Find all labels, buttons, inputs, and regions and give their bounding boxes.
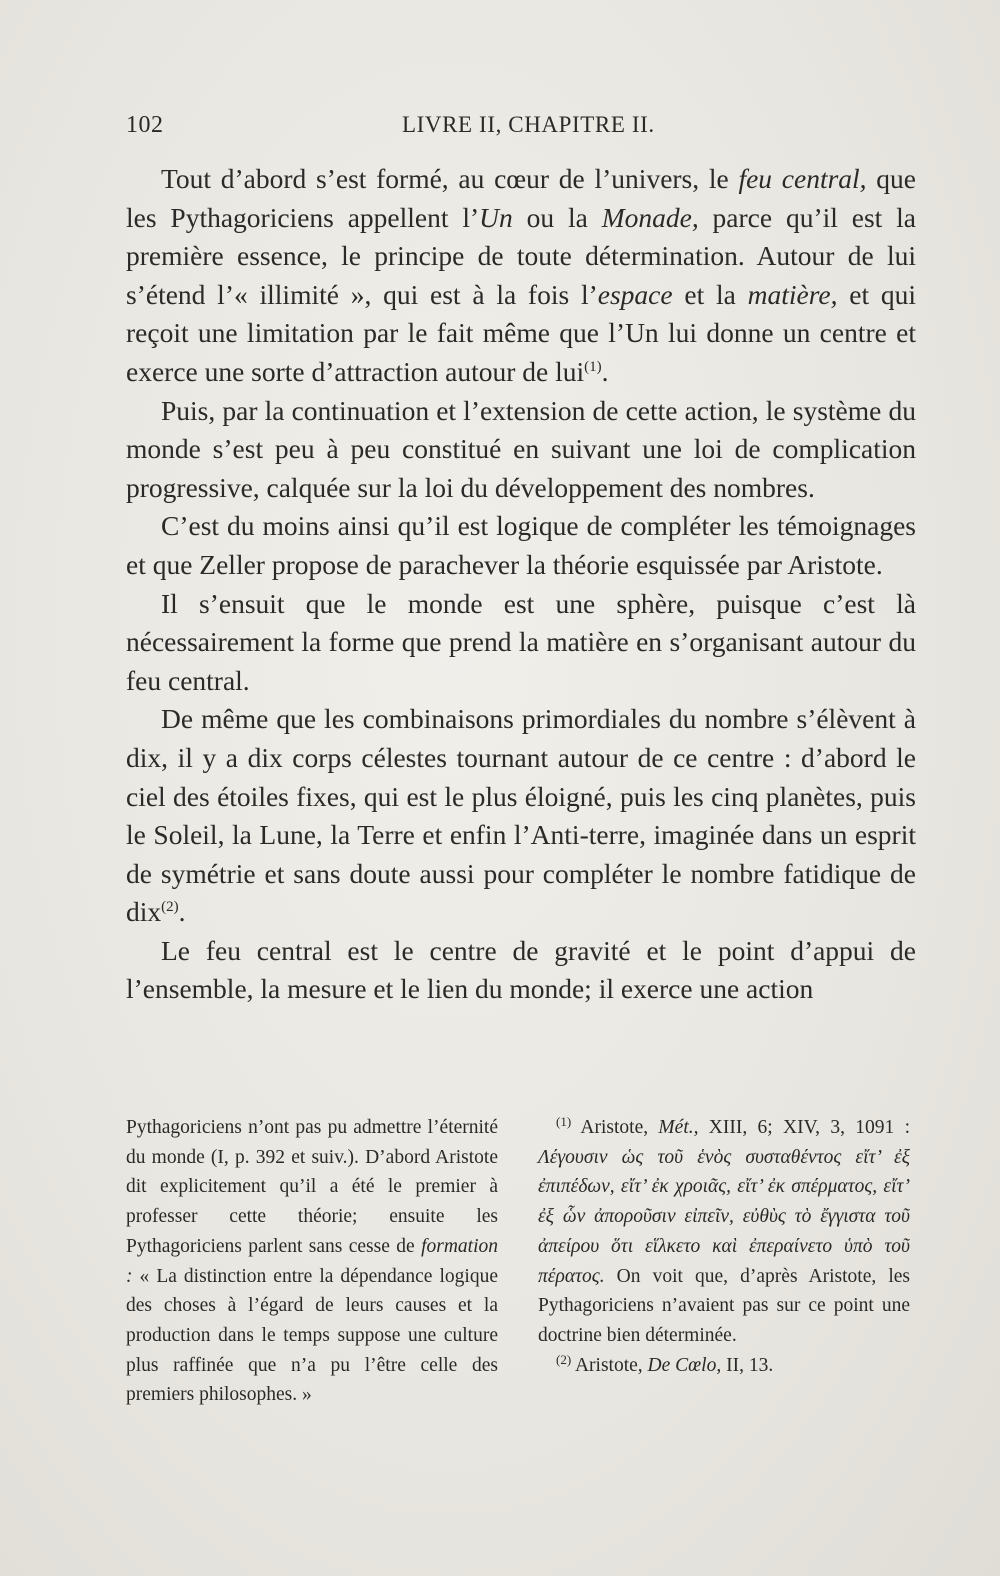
running-head: LIVRE II, CHAPITRE II.: [402, 112, 655, 137]
page-number: 102: [126, 112, 164, 138]
footnote-continued-text: [126, 1113, 498, 1410]
text-run: que les Pythagoriciens appellent l’: [126, 163, 917, 233]
text-run: et la: [672, 278, 748, 310]
text-run: parce qu’il est la première essence, le principe de toute détermination. Autour de lui s’étend l’« illimité », qui est à la fois l’: [126, 201, 916, 310]
italic-run: formation :: [126, 1235, 498, 1287]
text-run: II, 13.: [721, 1354, 774, 1376]
footnote-column-right: [538, 1113, 910, 1380]
footnotes: [126, 1113, 916, 1433]
text-run: Tout d’abord s’est formé, au cœur de l’univers, le: [161, 163, 739, 194]
main-text: [126, 160, 916, 1009]
greek-quotation: Λέγουσιν ὡς τοῦ ἑνὸς συσταθέντος εἴτ’ ἐξ ἐπιπέδων, εἴτ’ ἐκ χροιᾶς, εἴτ’ ἐκ σπέρματος, εἴτ’ ἐξ ὧν ἀποροῦσιν εἰπεῖν, εὐθὺς τὸ ἔγγιστα τοῦ ἀπείρου ὅτι εἵλκετο καὶ ἐπεραίνετο ὑπὸ τοῦ πέρατος.: [538, 1146, 910, 1287]
text-run: De même que les combinaisons primordiales du nombre s’élèvent à dix, il y a dix corps célestes tournant autour de ce centre : d’abord le ciel des étoiles fixes, qui est le plus éloigné, puis les cinq planètes, puis le Soleil, la Lune, la Terre et enfin l’Anti-terre, imaginée dans un esprit de symétrie et sans doute aussi pour compléter le nombre fatidique de dix: [126, 703, 916, 928]
italic-run: feu central,: [738, 163, 867, 194]
text-run: On voit que, d’après Aristote, les Pythagoriciens n’avaient pas sur ce point une doctrine bien déterminée.: [538, 1265, 910, 1346]
text-run: XIII, 6; XIV, 3, 1091 :: [698, 1117, 911, 1138]
italic-run: matière,: [747, 278, 838, 310]
text-run: Aristote,: [571, 1354, 648, 1376]
text-run: et qui reçoit une limitation par le fait même que l’Un lui donne un centre et exerce une sorte d’attraction autour de lui: [126, 278, 916, 387]
paragraph-3: C’est du moins ainsi qu’il est logique de compléter les témoignages et que Zeller propose de parachever la théorie esquissée par Aristote.: [126, 510, 916, 580]
paragraph-6: Le feu central est le centre de gravité et le point d’appui de l’ensemble, la mesure et le lien du monde; il exerce une action: [126, 934, 916, 1005]
footnote-marker: (1): [556, 1114, 572, 1129]
italic-run: Monade,: [601, 201, 699, 233]
text-run: Pythagoriciens n’ont pas pu admettre l’éternité du monde (I, p. 392 et suiv.). D’abord Aristote dit explicitement qu’il a été le premier à professer cette théorie; ensuite les Pythagoriciens parlent sans cesse de: [126, 1117, 498, 1257]
text-run: Aristote,: [571, 1117, 659, 1138]
italic-run: Mét.,: [658, 1117, 699, 1138]
footnote-2: [538, 1351, 910, 1381]
italic-run: De Cœlo,: [647, 1354, 722, 1376]
paragraph-1: [126, 160, 916, 392]
text-run: « La distinction entre la dépendance logique des choses à l’égard de leurs causes et la production dans le temps suppose une culture plus raffinée que n’a pu l’être celle des premiers philosophes. »: [126, 1265, 498, 1406]
footnote-ref-1: (1): [584, 358, 602, 375]
text-run: .: [601, 355, 609, 387]
italic-run: Un: [479, 201, 513, 233]
paragraph-2: Puis, par la continuation et l’extension de cette action, le système du monde s’est peu à peu constitué en suivant une loi de complication progressive, calquée sur la loi du développement des nombres.: [126, 394, 916, 503]
footnote-continuation: [126, 1113, 498, 1410]
footnote-1: [538, 1113, 910, 1351]
footnote-ref-2: (2): [161, 899, 179, 916]
paragraph-5: [126, 700, 916, 932]
italic-run: espace: [597, 278, 673, 310]
text-run: .: [178, 896, 186, 928]
page-header: [126, 112, 916, 146]
text-run: ou la: [512, 201, 602, 233]
footnote-marker: (2): [556, 1351, 572, 1367]
paragraph-4: Il s’ensuit que le monde est une sphère, puisque c’est là nécessairement la forme que prend la matière en s’organisant autour du feu central.: [126, 587, 916, 696]
